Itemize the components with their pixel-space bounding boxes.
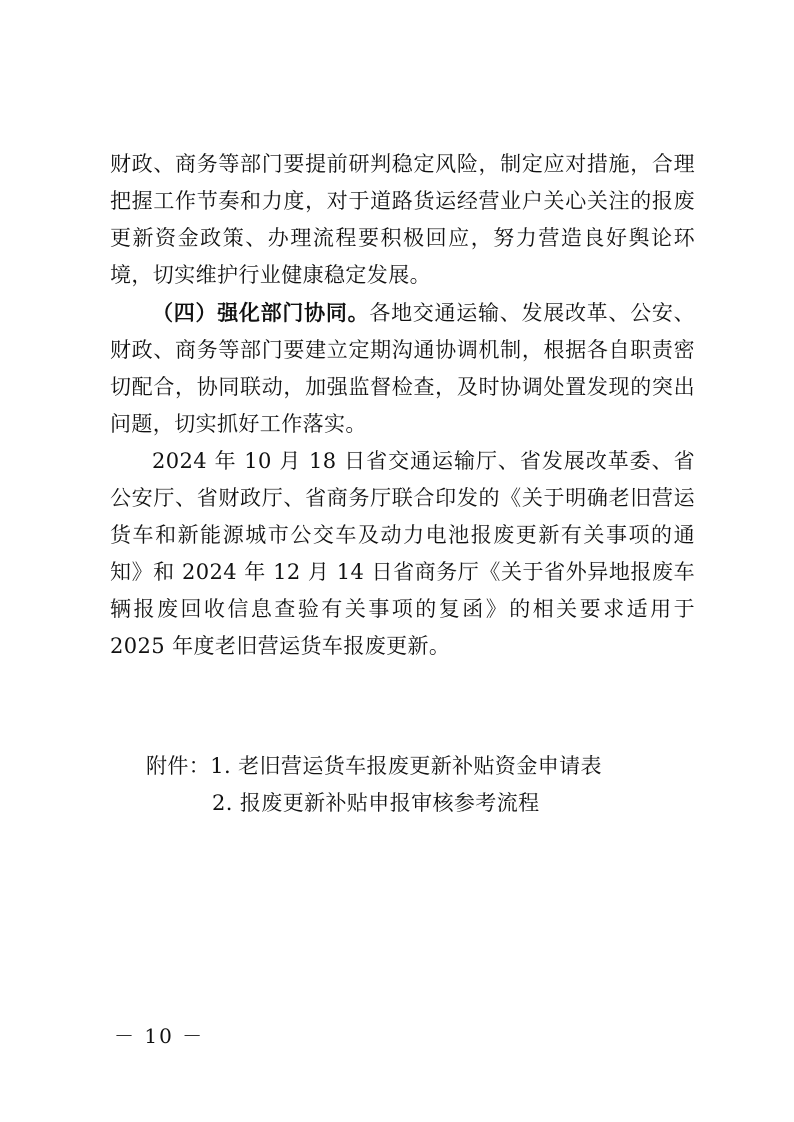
paragraph-continuation: 财政、商务等部门要提前研判稳定风险，制定应对措施，合理把握工作节奏和力度，对于道路货运经营业户关心关注的报废更新资金政策、办理流程要积极回应，努力营造良好舆论环境，切实维护行业健康稳定发展。: [110, 152, 695, 287]
attachments-label: 附件：: [146, 754, 211, 778]
document-body: [110, 146, 695, 665]
attachment-row-1: [146, 748, 706, 785]
paragraph-body: 各地交通运输、发展改革、公安、财政、商务等部门要建立定期沟通协调机制，根据各自职责密切配合，协同联动，加强监督检查，及时协调处置发现的突出问题，切实抓好工作落实。: [110, 301, 696, 436]
paragraph-applicable-notices: 2024 年 10 月 18 日省交通运输厅、省发展改革委、省公安厅、省财政厅、省商务厅联合印发的《关于明确老旧营运货车和新能源城市公交车及动力电池报废更新有关事项的通知》和 2024 年 12 月 14 日省商务厅《关于省外异地报废车辆报废回收信息查验有关事项的复函》的相关要求适用于 2025 年度老旧营运货车报废更新。: [110, 449, 695, 658]
attachment-item-1: 1. 老旧营运货车报废更新补贴资金申请表: [210, 754, 602, 778]
page-number: － 10 －: [114, 1024, 205, 1048]
section-heading-inline: （四）强化部门协同。: [152, 300, 370, 325]
attachments-section: [146, 748, 706, 822]
attachment-item-2: 2. 报废更新补贴申报审核参考流程: [212, 791, 540, 815]
attachment-row-2: [146, 785, 706, 822]
paragraph-department-coordination: [110, 294, 695, 443]
